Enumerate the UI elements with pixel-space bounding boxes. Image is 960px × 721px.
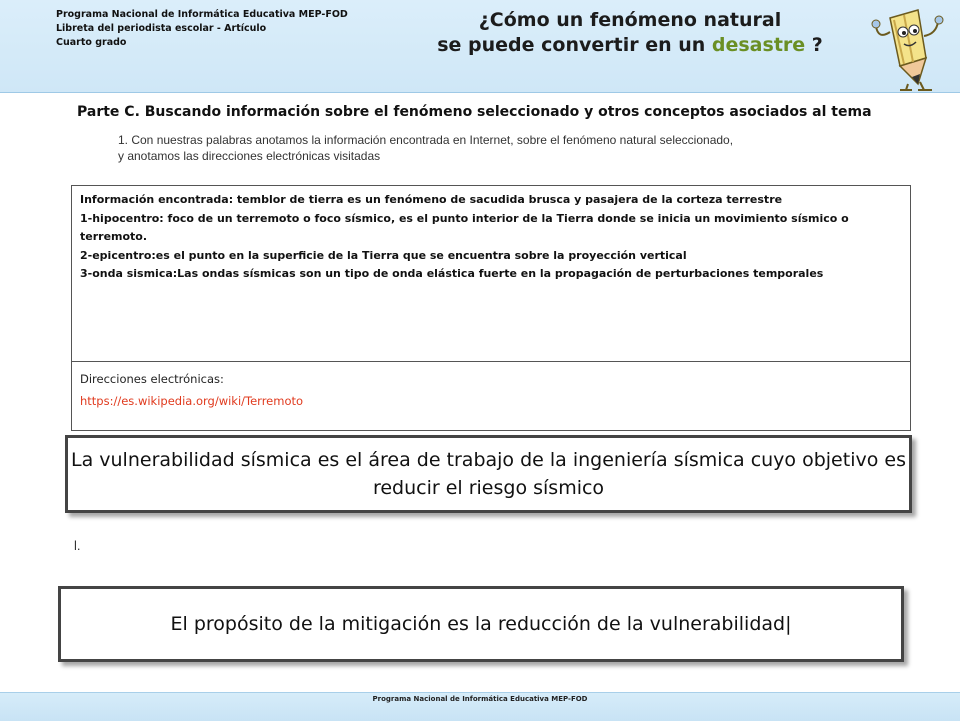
footer-banner [0, 692, 960, 721]
header-banner [0, 0, 960, 93]
info-line: 2-epicentro:es el punto en la superficie de la Tierra que se encuentra sobre la proyección vertical [80, 248, 687, 262]
instruction-line-2: y anotamos las direcciones electrónicas visitadas [118, 149, 381, 163]
section-title: Parte C. Buscando información sobre el fenómeno seleccionado y otros conceptos asociados al tema [77, 104, 872, 120]
title-line-2-suffix: ? [805, 34, 823, 56]
mitigation-textbox[interactable]: El propósito de la mitigación es la reducción de la vulnerabilidad| [58, 586, 904, 662]
info-line: Información encontrada: temblor de tierra es un fenómeno de sacudida brusca y pasajera de la corteza terrestre [80, 193, 783, 206]
info-line: 3-onda sismica:Las ondas sísmicas son un tipo de onda elástica fuerte en la propagación de perturbaciones temporales [80, 267, 824, 280]
program-line: Programa Nacional de Informática Educativa MEP-FOD [56, 9, 348, 20]
info-table [71, 185, 911, 431]
instruction-line-1: 1. Con nuestras palabras anotamos la información encontrada en Internet, sobre el fenómeno natural seleccionado, [118, 133, 734, 147]
grade-line: Cuarto grado [56, 37, 127, 48]
title-line-2-prefix: se puede convertir en un [437, 34, 712, 56]
footer-text: Programa Nacional de Informática Educativa MEP-FOD [372, 695, 588, 703]
title-line-1: ¿Cómo un fenómeno natural [478, 9, 782, 31]
info-line: 1-hipocentro: foco de un terremoto o foco sísmico, es el punto interior de la Tierra donde se inicia un movimiento sísmico o terremoto. [80, 211, 849, 243]
vulnerability-textbox[interactable]: La vulnerabilidad sísmica es el área de trabajo de la ingeniería sísmica cuyo objetivo es reducir el riesgo sísmico [65, 435, 912, 513]
instruction-text [118, 132, 888, 164]
program-info [56, 8, 348, 50]
title-accent-word: desastre [711, 34, 806, 56]
wikipedia-link[interactable]: https://es.wikipedia.org/wiki/Terremoto [80, 394, 304, 408]
links-label: Direcciones electrónicas: [80, 372, 224, 386]
links-cell[interactable] [72, 362, 910, 430]
pencil-mascot-icon [860, 0, 956, 92]
page-title [380, 8, 880, 58]
info-cell[interactable] [72, 186, 910, 362]
stray-text: l. [74, 538, 81, 553]
notebook-line: Libreta del periodista escolar - Artículo [56, 23, 267, 34]
title-line-2 [380, 33, 880, 58]
